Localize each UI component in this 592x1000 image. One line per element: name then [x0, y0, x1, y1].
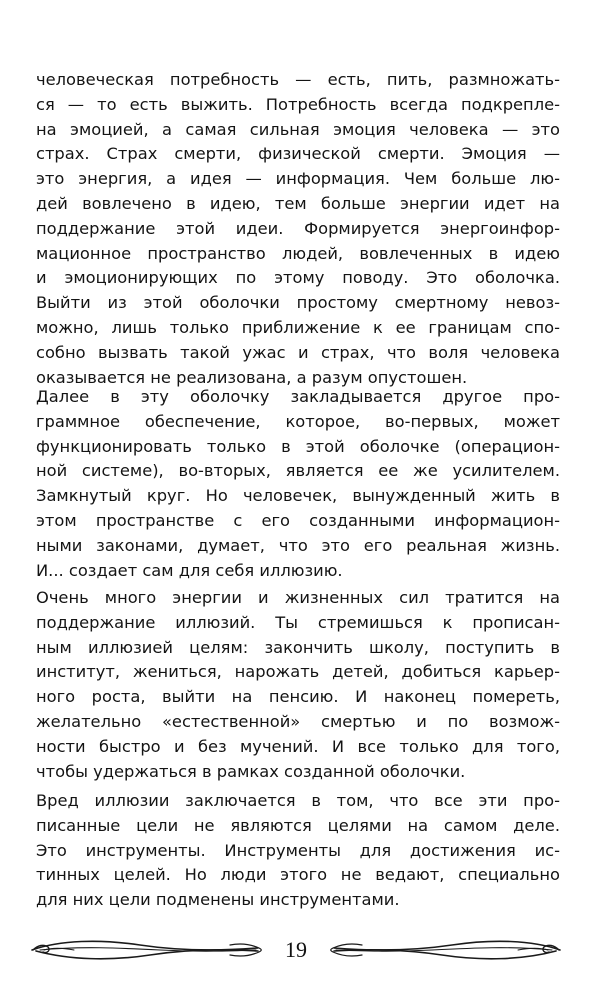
text-line: ся — то есть выжить. Потребность всегда подкрепле-	[36, 94, 560, 114]
text-line: ным иллюзией целям: закончить школу, поступить в	[36, 637, 560, 657]
page-footer	[30, 936, 562, 964]
paragraph-4	[36, 789, 560, 913]
text-line: оказывается не реализована, а разум опустошен.	[36, 367, 468, 387]
text-line: ными законами, думает, что это его реальная жизнь.	[36, 535, 560, 555]
text-line: И... создает сам для себя иллюзию.	[36, 560, 343, 580]
paragraph-2	[36, 385, 560, 583]
text-line: институт, жениться, нарожать детей, добиться карьер-	[36, 662, 560, 682]
text-line: этом пространстве с его созданными информацион-	[36, 510, 560, 530]
text-line: тинных целей. Но люди этого не ведают, специально	[36, 865, 560, 885]
scroll-flourish-right-icon	[326, 936, 562, 964]
text-line: Это инструменты. Инструменты для достижения ис-	[36, 840, 560, 860]
paragraph-3	[36, 586, 560, 784]
text-line: ной системе), во-вторых, является ее же усилителем.	[36, 461, 560, 481]
text-line: можно, лишь только приближение к ее границам спо-	[36, 317, 560, 337]
page-number: 19	[285, 937, 307, 962]
text-line: на эмоцией, а самая сильная эмоция человека — это	[36, 119, 560, 139]
text-line: желательно «естественной» смертью и по возмож-	[36, 711, 560, 731]
text-line: для них цели подменены инструментами.	[36, 890, 400, 910]
paragraph-1	[36, 68, 560, 390]
text-line: писанные цели не являются целями на самом деле.	[36, 815, 560, 835]
text-line: граммное обеспечение, которое, во-первых, может	[36, 411, 560, 431]
text-line: ности быстро и без мучений. И все только для того,	[36, 736, 560, 756]
text-line: Вред иллюзии заключается в том, что все эти про-	[36, 791, 560, 810]
text-line: страх. Страх смерти, физической смерти. Эмоция —	[36, 144, 560, 164]
text-line: Замкнутый круг. Но человечек, вынужденный жить в	[36, 486, 560, 506]
text-line: Далее в эту оболочку закладывается другое про-	[36, 387, 560, 406]
text-line: функционировать только в этой оболочке (операцион-	[36, 436, 560, 456]
text-line: собно вызвать такой ужас и страх, что воля человека	[36, 342, 560, 362]
text-line: Выйти из этой оболочки простому смертному невоз-	[36, 293, 560, 313]
text-line: и эмоционирующих по этому поводу. Это оболочка.	[36, 268, 560, 288]
text-line: ного роста, выйти на пенсию. И наконец помереть,	[36, 687, 560, 707]
text-line: мационное пространство людей, вовлеченных в идею	[36, 243, 560, 263]
text-line: Очень много энергии и жизненных сил тратится на	[36, 588, 560, 607]
text-line: человеческая потребность — есть, пить, размножать-	[36, 70, 560, 89]
text-line: чтобы удержаться в рамках созданной оболочки.	[36, 761, 466, 781]
text-line: это энергия, а идея — информация. Чем больше лю-	[36, 169, 560, 189]
text-line: поддержание этой идеи. Формируется энергоинфор-	[36, 218, 560, 238]
text-line: дей вовлечено в идею, тем больше энергии идет на	[36, 193, 560, 213]
text-line: поддержание иллюзий. Ты стремишься к прописан-	[36, 612, 560, 632]
